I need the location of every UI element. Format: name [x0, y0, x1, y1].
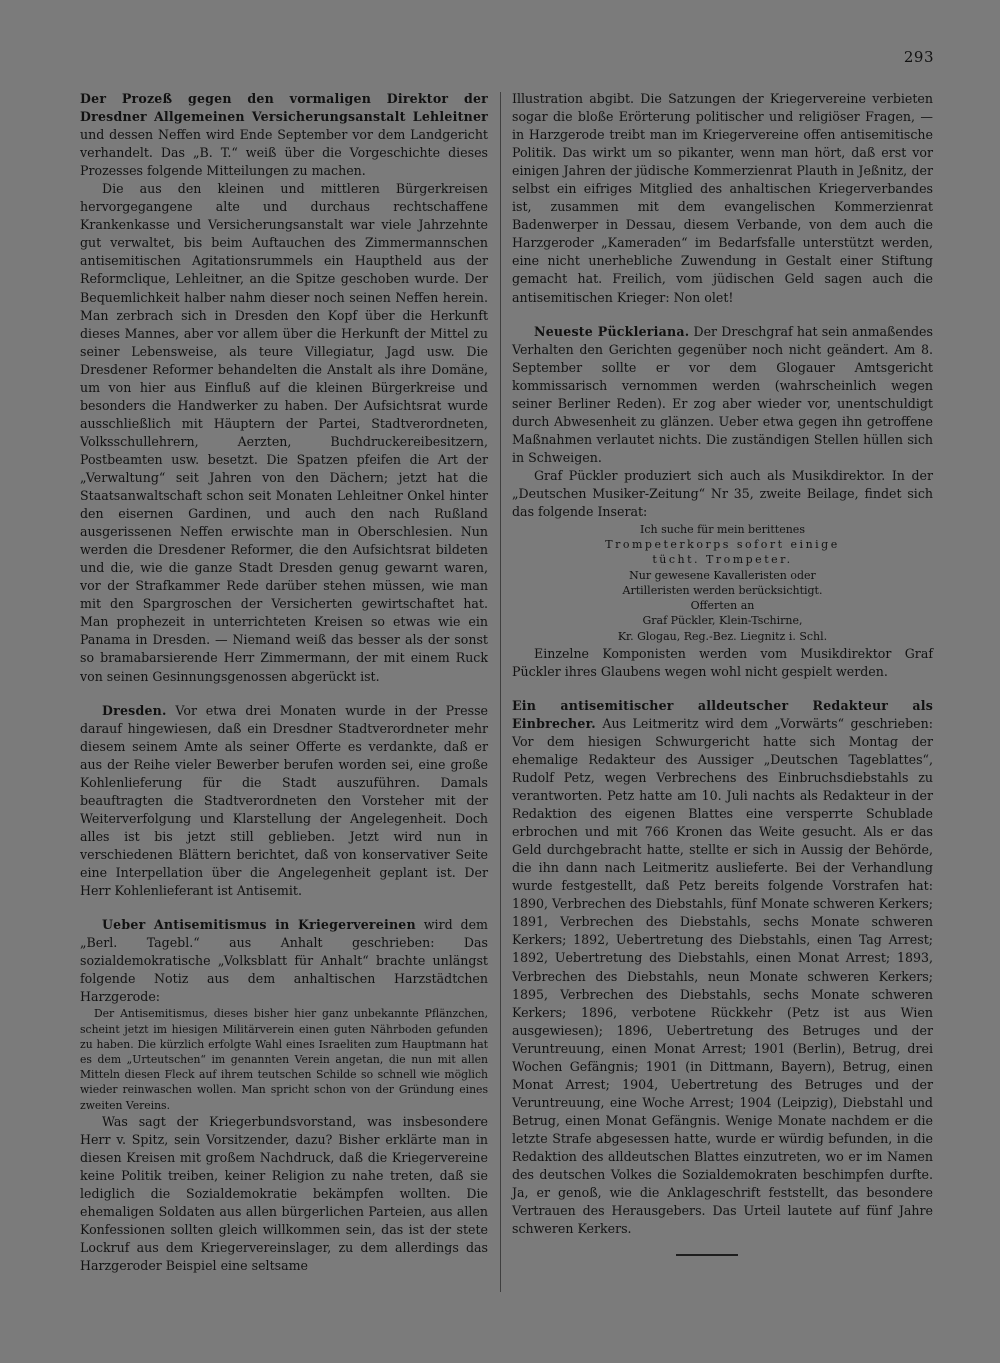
ad-line: Nur gewesene Kavalleristen oder [629, 568, 816, 582]
ad-line: Trompeterkorps sofort einige [605, 538, 840, 552]
article-pueckleriana-musik: Graf Pückler produziert sich auch als Musikdirektor. In der „Deutschen Musiker-Zeitung“ Nr 35, zweite Beilage, findet sich das folgende Inserat: [512, 467, 933, 520]
quoted-notice-text: Der Antisemitismus, dieses bisher hier ganz unbekannte Pflänzchen, scheint jetzt im hiesigen Militärverein einen guten Nährboden gefunden zu haben. Die kürzlich erfolgte Wahl eines Israeliten zum Hauptmann hat es dem „Urteutschen“ im genannten Verein angetan, die nun mit allen Mitteln diesen Fleck auf ihrem teutschen Schilde so schnell wie möglich wieder reinwaschen wollen. Man spricht schon von der Gründung eines zweiten Vereins. [80, 1007, 488, 1112]
article-kriegervereine-body: Was sagt der Kriegerbundsvorstand, was insbesondere Herr v. Spitz, sein Vorsitzender, dazu? Bisher erklärte man in diesen Kreisen mit großem Nachdruck, daß die Kriegervereine keine Politik treiben, keiner Religion zu nahe treten, daß sie lediglich die Sozialdemokratie bekämpfen wollten. Die ehemaligen Soldaten aus allen bürgerlichen Parteien, aus allen Konfessionen sollten gleich willkommen sein, das ist der stete Lockruf aus dem Kriegervereinslager, zu dem allerdings das Harzgeroder Beispiel eine seltsame [80, 1113, 488, 1274]
article-kriegervereine [80, 916, 488, 1006]
article-pueckleriana [512, 323, 933, 467]
right-column [512, 90, 933, 1238]
ad-line: Artilleristen werden berücksichtigt. [622, 583, 823, 597]
article-redakteur-heading: Ein antisemitischer alldeutscher Redakteur als Einbrecher. [512, 697, 933, 731]
advertisement-inserat [512, 522, 933, 644]
article-prozess-heading: Der Prozeß gegen den vormaligen Direktor der Dresdner Allgemeinen Versicherungsanstalt Lehleitner [80, 91, 488, 125]
article-dresden [80, 702, 488, 901]
quoted-notice [80, 1006, 488, 1112]
article-redakteur [512, 697, 933, 1238]
left-column [80, 90, 488, 1275]
article-pueckleriana-body: Der Dreschgraf hat sein anmaßendes Verhalten den Gerichten gegenüber noch nicht geändert. Am 8. September sollte er vor dem Glogauer Amtsgericht kommissarisch vernommen werden (wahrscheinlich wegen seiner Berliner Reden). Er zog aber wieder vor, unentschuldigt durch Abwesenheit zu glänzen. Ueber etwa gegen ihn getroffene Maßnahmen verlautet nichts. Die zuständigen Stellen hüllen sich in Schweigen. [512, 323, 933, 465]
article-dresden-body: Vor etwa drei Monaten wurde in der Presse darauf hingewiesen, daß ein Dresdner Stadtverordneter mehr diesem seinem Amte als seiner Offerte es verdankte, daß er aus der Reihe vieler Bewerber berufen worden sei, eine große Kohlenlieferung für die Stadt auszuführen. Damals beauftragten die Stadtverordneten den Vorsteher mit der Weiterverfolgung und Klarstellung der Angelegenheit. Doch alles ist bis jetzt still geblieben. Jetzt wird nun in verschiedenen Blättern berichtet, daß von konservativer Seite eine Interpellation über die Angelegenheit geplant ist. Der Herr Kohlenlieferant ist Antisemit. [80, 702, 488, 899]
article-kriegervereine-heading: Ueber Antisemitismus in Kriegervereinen [102, 917, 416, 933]
article-pueckleriana-heading: Neueste Pückleriana. [534, 323, 690, 339]
ad-line: Ich suche für mein berittenes [640, 523, 805, 537]
article-prozess [80, 90, 488, 180]
article-pueckleriana-closing: Einzelne Komponisten werden vom Musikdirektor Graf Pückler ihres Glaubens wegen wohl nicht gespielt werden. [512, 645, 933, 679]
ad-line: Kr. Glogau, Reg.-Bez. Liegnitz i. Schl. [617, 629, 828, 643]
article-prozess-intro: und dessen Neffen wird Ende September vor dem Landgericht verhandelt. Das „B. T.“ weiß über die Vorgeschichte dieses Prozesses folgende Mitteilungen zu machen. [80, 127, 488, 179]
article-kriegervereine-continued: Illustration abgibt. Die Satzungen der Kriegervereine verbieten sogar die bloße Erörterung politischer und religiöser Fragen, — in Harzgerode treibt man im Kriegervereine offen antisemitische Politik. Das wirkt um so pikanter, wenn man hört, daß erst vor einigen Jahren der jüdische Kommerzienrat Plauth in Jeßnitz, der selbst ein eifriges Mitglied des anhaltischen Kriegerverbandes ist, zusammen mit dem evangelischen Kommerzienrat Badenwerper in Dessau, diesem Verbande, von dem auch die Harzgeroder „Kameraden“ im Bedarfsfalle unterstützt werden, eine nicht unerhebliche Zuwendung in Gestalt einer Stiftung gemacht hat. Freilich, vom jüdischen Geld sagen auch die antisemitischen Krieger: Non olet! [512, 91, 933, 305]
end-rule [676, 1254, 738, 1256]
article-dresden-heading: Dresden. [102, 702, 167, 718]
column-divider [500, 92, 501, 1292]
ad-line: Graf Pückler, Klein-Tschirne, [642, 614, 803, 628]
article-prozess-body: Die aus den kleinen und mittleren Bürgerkreisen hervorgegangene alte und durchaus rechtschaffene Krankenkasse und Versicherungsanstalt war viele Jahrzehnte gut verwaltet, bis beim Auftauchen des Zimmermannschen antisemitischen Agitationsrummels ein Hauptheld aus der Reformclique, Lehleitner, an die Spitze geschoben wurde. Der Bequemlichkeit halber nahm dieser noch seinen Neffen herein. Man zerbrach sich in Dresden den Kopf über die Herkunft dieses Mannes, aber vor allem über die Herkunft der Mittel zu seiner Lebensweise, als teure Villegiatur, Jagd usw. Die Dresdener Reformer behandelten die Anstalt als ihre Domäne, um von hier aus Einfluß auf die kleinen Bürgerkreise und besonders die Handwerker zu haben. Der Aufsichtsrat wurde ausschließlich mit Häuptern der Partei, Stadtverordneten, Volksschullehrern, Aerzten, Buchdruckereibesitzern, Postbeamten usw. besetzt. Die Spatzen pfeifen die Art der „Verwaltung“ seit Jahren von den Dächern; jetzt hat die Staatsanwaltschaft schon seit Monaten Lehleitner Onkel hinter den eisernen Gardinen, und auch den nach Rußland ausgerissenen Neffen erwischte man in Oberschlesien. Nun werden die Dresdener Reformer, die den Aufsichtsrat bildeten und die, wie die ganze Stadt Dresden genug gewarnt waren, vor der Strafkammer Rede darüber stehen müssen, wie man mit den Spargroschen der Versicherten gewirtschaftet hat. Man prophezeit in unterrichteten Kreisen so etwas wie ein Panama in Dresden. — Niemand weiß das besser als der sonst so bramabarsierende Herr Zimmermann, der mit einem Ruck von seinen Gesinnungsgenossen abgerückt ist. [80, 181, 488, 684]
ad-line: tücht. Trompeter. [652, 553, 793, 567]
article-kriegervereine-intro: wird dem „Berl. Tagebl.“ aus Anhalt geschrieben: Das sozialdemokratische „Volksblatt für Anhalt“ brachte unlängst folgende Notiz aus dem anhaltischen Harzstädtchen Harzgerode: [80, 917, 489, 1005]
ad-line: Offerten an [690, 599, 755, 613]
article-redakteur-body: Aus Leitmeritz wird dem „Vorwärts“ geschrieben: Vor dem hiesigen Schwurgericht hatte sich Montag der ehemalige Redakteur des Aussiger „Deutschen Tageblattes“, Rudolf Petz, wegen Verbrechens des Einbruchsdiebstahls zu verantworten. Petz hatte am 10. Juli nachts als Redakteur in der Redaktion des eigenen Blattes eine versperrte Schublade erbrochen und mit 766 Kronen das Weite gesucht. Als er das Geld durchgebracht hatte, stellte er sich in Aussig der Behörde, die ihn dann nach Leitmeritz auslieferte. Bei der Verhandlung wurde festgestellt, daß Petz bereits folgende Vorstrafen hat: 1890, Verbrechen des Diebstahls, fünf Monate schweren Kerkers; 1891, Verbrechen des Diebstahls, sechs Monate schweren Kerkers; 1892, Uebertretung des Diebstahls, einen Tag Arrest; 1892, Uebertretung des Diebstahls, einen Monat Arrest; 1893, Verbrechen des Diebstahls, neun Monate schweren Kerkers; 1895, Verbrechen des Diebstahls, sechs Monate schweren Kerkers; 1896, verbotene Rückkehr (Petz ist aus Wien ausgewiesen); 1896, Uebertretung des Betruges und der Veruntreuung, einen Monat Arrest; 1901 (Berlin), Betrug, drei Wochen Gefängnis; 1901 (in Dittmann, Bayern), Betrug, einen Monat Arrest; 1904, Uebertretung des Betruges und der Veruntreuung, eine Woche Arrest; 1904 (Leipzig), Diebstahl und Betrug, einen Monat Gefängnis. Wenige Monate nachdem er die letzte Strafe abgesessen hatte, wurde er würdig befunden, in die Redaktion des alldeutschen Blattes einzutreten, wo er im Namen des deutschen Volkes die Sozialdemokraten beschimpfen durfte. Ja, er genoß, wie die Anklageschrift feststellt, das besondere Vertrauen des Herausgebers. Das Urteil lautete auf fünf Jahre schweren Kerkers. [512, 715, 933, 1237]
page-number: 293 [903, 48, 934, 66]
